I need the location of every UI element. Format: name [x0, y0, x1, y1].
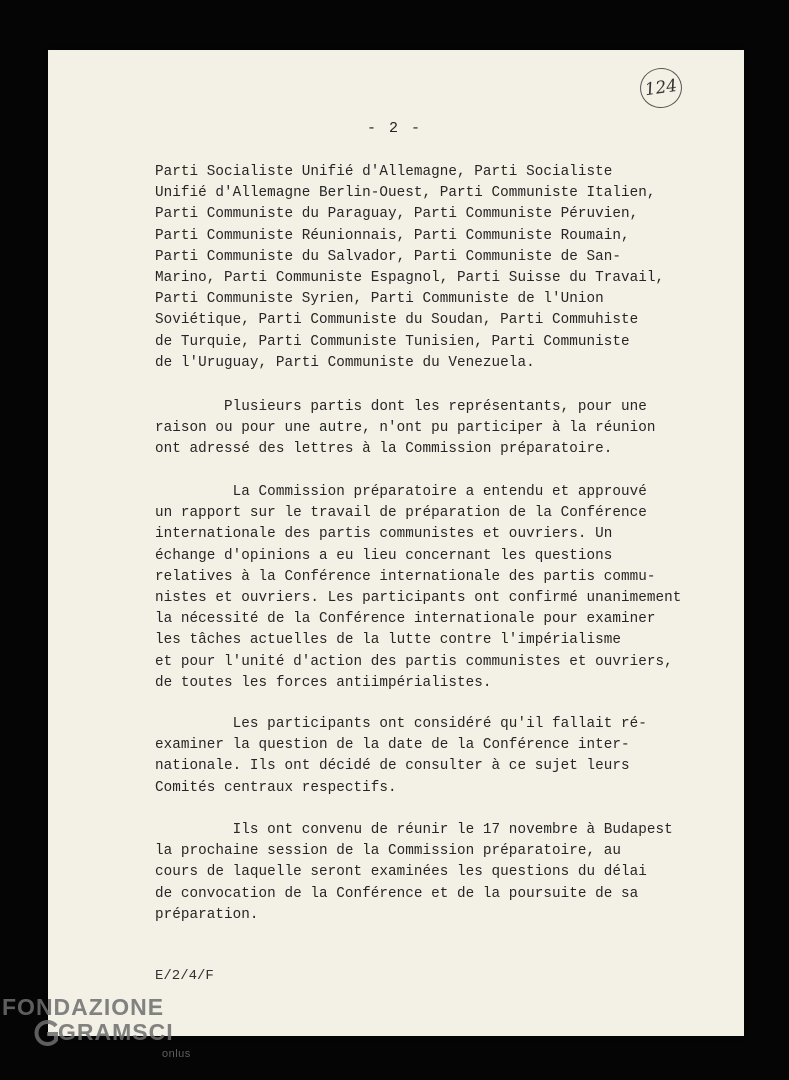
fondazione-gramsci-watermark	[2, 994, 191, 1060]
paragraph-absent-parties: Plusieurs partis dont les représentants, pour une raison ou pour une autre, n'ont pu participer à la réunion ont adressé des lettres à la Commission préparatoire.	[155, 399, 656, 458]
gramsci-g-icon	[32, 1018, 60, 1048]
watermark-sub: onlus	[162, 1048, 191, 1060]
paragraph-next-session: Ils ont convenu de réunir le 17 novembre à Budapest la prochaine session de la Commission préparatoire, au cours de laquelle seront examinées les questions du délai de convocation de la Conférence et de la poursuite de sa préparation.	[155, 822, 673, 923]
document-reference: E/2/4/F	[155, 968, 214, 984]
paragraph-conference-date: Les participants ont considéré qu'il fallait ré- examiner la question de la date de la Conférence inter- nationale. Ils ont décidé de consulter à ce sujet leurs Comités centraux respectifs.	[155, 716, 647, 796]
paragraph-commission-report: La Commission préparatoire a entendu et approuvé un rapport sur le travail de préparation de la Conférence internationale des partis communistes et ouvriers. Un échange d'opinions a eu lieu concernant les questions relatives à la Conférence internationale des partis commu- nistes et ouvriers. Les participants ont confirmé unanimement la nécessité de la Conférence internationale pour examiner les tâches actuelles de la lutte contre l'impérialisme et pour l'unité d'action des partis communistes et ouvriers, de toutes les forces antiimpérialistes.	[155, 484, 682, 691]
watermark-line1: FONDAZIONE	[2, 994, 165, 1020]
watermark-line2: GRAMSCI	[58, 1019, 174, 1045]
paragraph-party-list: Parti Socialiste Unifié d'Allemagne, Parti Socialiste Unifié d'Allemagne Berlin-Ouest, Parti Communiste Italien, Parti Communiste du Paraguay, Parti Communiste Péruvien, Parti Communiste Réunionnais, Parti Communiste Roumain, Parti Communiste du Salvador, Parti Communiste de San- Marino, Parti Communiste Espagnol, Parti Suisse du Travail, Parti Communiste Syrien, Parti Communiste de l'Union Soviétique, Parti Communiste du Soudan, Parti Commuhiste de Turquie, Parti Communiste Tunisien, Parti Communiste de l'Uruguay, Parti Communiste du Venezuela.	[155, 164, 665, 371]
archive-number-stamp: 124	[637, 65, 684, 110]
page-number: - 2 -	[366, 120, 422, 137]
